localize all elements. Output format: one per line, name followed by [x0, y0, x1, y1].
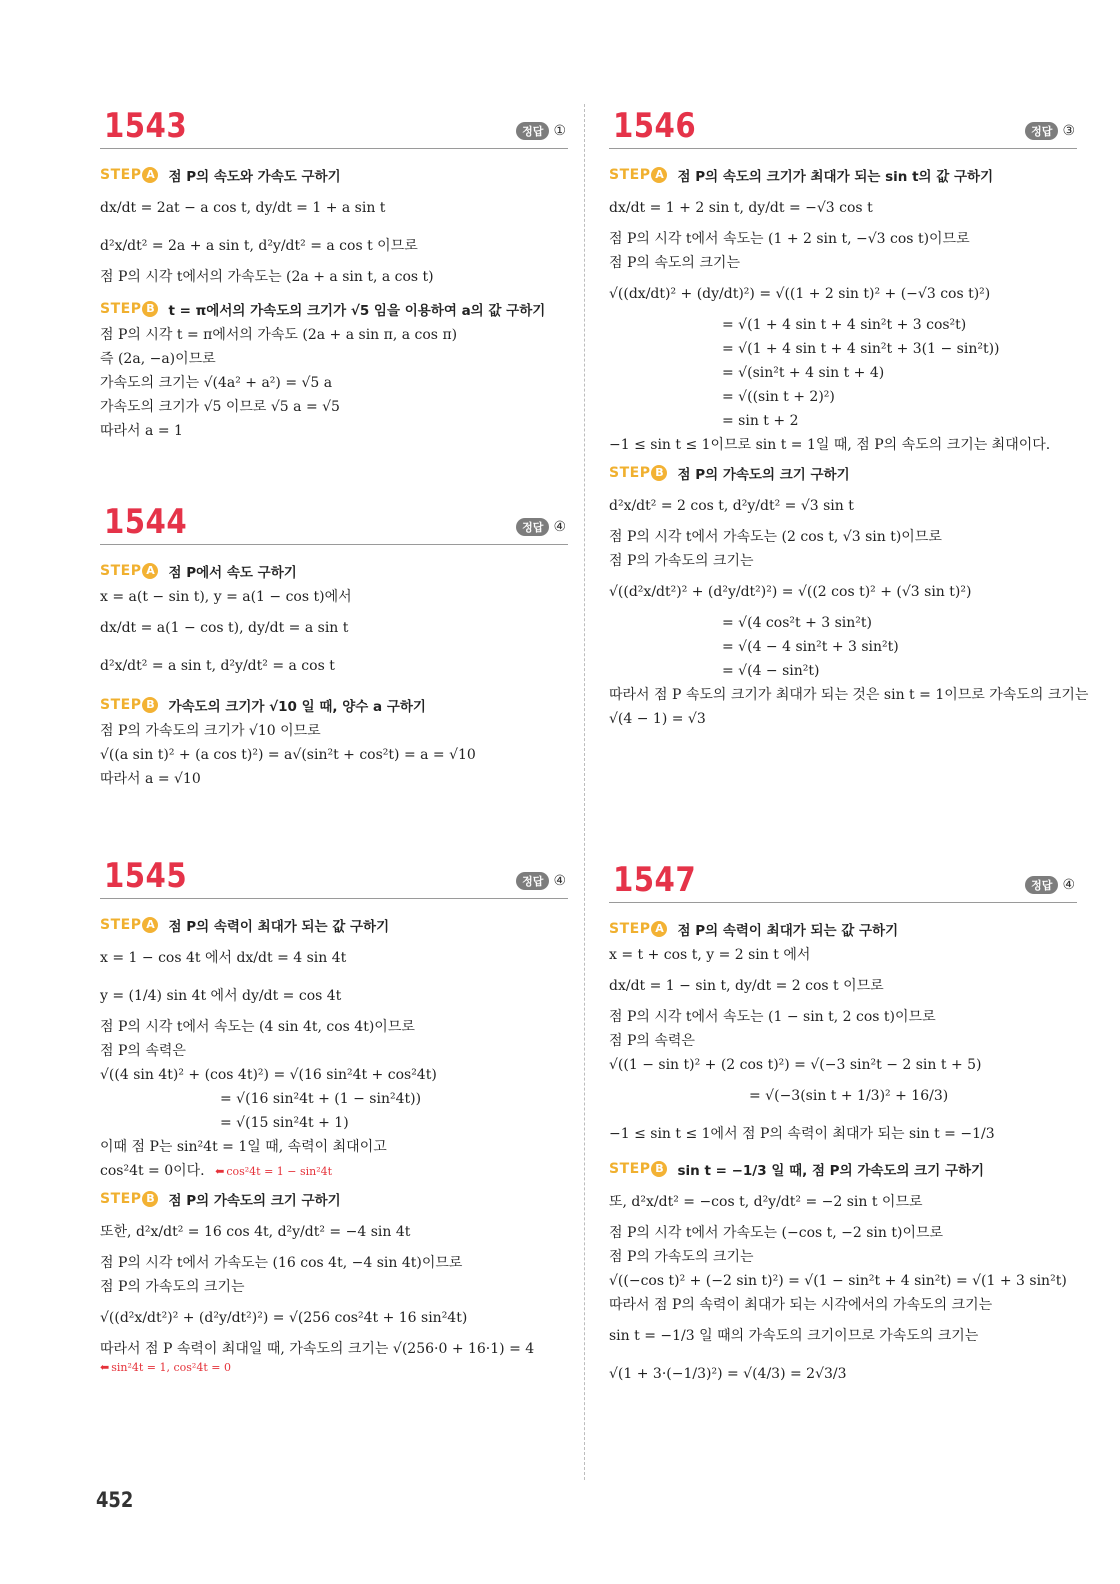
- step-title: 점 P의 속도의 크기가 최대가 되는 sin t의 값 구하기: [677, 169, 994, 185]
- step-title: 가속도의 크기가 √10 일 때, 양수 a 구하기: [168, 699, 426, 715]
- solution-line: = √((sin t + 2)²): [722, 389, 835, 405]
- solution-line: 점 P의 시각 t에서 가속도는 (2 cos t, √3 sin t)이므로: [609, 529, 942, 545]
- note-text: cos²4t = 1 − sin²4t: [226, 1165, 333, 1178]
- step-tag: STEP: [609, 167, 651, 183]
- answer-badge: 정답: [1025, 122, 1058, 140]
- solution-line: 점 P의 시각 t에서 가속도는 (−cos t, −2 sin t)이므로: [609, 1225, 944, 1241]
- solution-line: = √(4 − sin²t): [722, 663, 820, 679]
- solution-line: 점 P의 가속도의 크기는: [609, 553, 754, 569]
- step-title: 점 P의 가속도의 크기 구하기: [677, 467, 850, 483]
- step-tag: STEP: [100, 563, 142, 579]
- column-divider: [584, 104, 585, 1480]
- problem-number: 1543: [104, 106, 188, 146]
- step-title: 점 P의 가속도의 크기 구하기: [168, 1193, 341, 1209]
- problem-header: [100, 100, 568, 149]
- step-letter: A: [651, 167, 667, 183]
- solution-line: x = a(t − sin t), y = a(1 − cos t)에서: [100, 589, 352, 605]
- solution-line: x = 1 − cos 4t 에서 dx/dt = 4 sin 4t: [100, 950, 347, 966]
- step-b: [100, 299, 568, 319]
- step-tag: STEP: [609, 921, 651, 937]
- step-letter: B: [142, 697, 158, 713]
- solution-line: 점 P의 가속도의 크기는: [609, 1249, 754, 1265]
- answer-value: ①: [553, 123, 566, 139]
- solution-line: −1 ≤ sin t ≤ 1이므로 sin t = 1일 때, 점 P의 속도의 크기는 최대이다.: [609, 437, 1051, 453]
- page-number: 452: [96, 1488, 134, 1512]
- step-letter: A: [142, 917, 158, 933]
- problem-header: [609, 100, 1077, 149]
- solution-line: 점 P의 속도의 크기는: [609, 255, 740, 271]
- solution-line: d²x/dt² = 2a + a sin t, d²y/dt² = a cos t 이므로: [100, 238, 418, 254]
- solution-line: dx/dt = 2at − a cos t, dy/dt = 1 + a sin t: [100, 200, 386, 216]
- step-letter: A: [142, 563, 158, 579]
- solution-line: 가속도의 크기가 √5 이므로 √5 a = √5: [100, 399, 340, 415]
- step-a: [100, 165, 568, 185]
- solution-line: 따라서 a = √10: [100, 771, 201, 787]
- problem-1546: [609, 100, 1089, 731]
- step-b: [609, 1159, 1077, 1179]
- step-a: [609, 919, 1077, 939]
- solution-line: 점 P의 가속도의 크기는: [100, 1279, 245, 1295]
- answer-badge: 정답: [516, 122, 549, 140]
- step-title: 점 P에서 속도 구하기: [168, 565, 297, 581]
- step-tag: STEP: [100, 697, 142, 713]
- problem-1545: [100, 850, 568, 1375]
- note-text: sin²4t = 1, cos²4t = 0: [111, 1361, 231, 1374]
- solution-line: = √(sin²t + 4 sin t + 4): [722, 365, 885, 381]
- problem-1547: [609, 854, 1077, 1393]
- solution-line: y = (1/4) sin 4t 에서 dy/dt = cos 4t: [100, 988, 342, 1004]
- problem-number: 1544: [104, 502, 188, 542]
- solution-line: x = t + cos t, y = 2 sin t 에서: [609, 947, 811, 963]
- answer-value: ④: [1062, 877, 1075, 893]
- answer-badge: 정답: [1025, 876, 1058, 894]
- solution-line: √(4 − 1) = √3: [609, 711, 706, 727]
- step-letter: A: [651, 921, 667, 937]
- solution-line: −1 ≤ sin t ≤ 1에서 점 P의 속력이 최대가 되는 sin t = −1/3: [609, 1126, 995, 1142]
- solution-line: = √(1 + 4 sin t + 4 sin²t + 3 cos²t): [722, 317, 967, 333]
- solution-line: 이때 점 P는 sin²4t = 1일 때, 속력이 최대이고: [100, 1139, 387, 1155]
- solution-line: = √(−3(sin t + 1/3)² + 16/3): [749, 1088, 949, 1104]
- solution-line: 즉 (2a, −a)이므로: [100, 351, 216, 367]
- solution-line: = √(4 − 4 sin²t + 3 sin²t): [722, 639, 899, 655]
- solution-line: √(1 + 3·(−1/3)²) = √(4/3) = 2√3/3: [609, 1366, 847, 1382]
- step-letter: B: [142, 1191, 158, 1207]
- side-note: [100, 1361, 568, 1375]
- answer-value: ④: [553, 873, 566, 889]
- step-letter: A: [142, 167, 158, 183]
- solution-line: 점 P의 가속도의 크기가 √10 이므로: [100, 723, 321, 739]
- solution-line: 점 P의 속력은: [609, 1033, 695, 1049]
- solution-line: [100, 1159, 568, 1183]
- solution-line: 또한, d²x/dt² = 16 cos 4t, d²y/dt² = −4 sin 4t: [100, 1224, 411, 1240]
- answer-value: ④: [553, 519, 566, 535]
- problem-header: [609, 854, 1077, 903]
- problem-number: 1547: [613, 860, 697, 900]
- answer: [1025, 876, 1075, 894]
- solution-line: = sin t + 2: [722, 413, 799, 429]
- solution-line: 점 P의 시각 t에서 속도는 (4 sin 4t, cos 4t)이므로: [100, 1019, 415, 1035]
- step-a: [100, 561, 568, 581]
- solution-line: 가속도의 크기는 √(4a² + a²) = √5 a: [100, 375, 333, 391]
- step-b: [100, 695, 568, 715]
- step-title: t = π에서의 가속도의 크기가 √5 임을 이용하여 a의 값 구하기: [168, 303, 546, 319]
- solution-line: 따라서 점 P 속력이 최대일 때, 가속도의 크기는 √(256·0 + 16·1) = 4: [100, 1341, 535, 1357]
- answer: [516, 872, 566, 890]
- step-letter: B: [142, 301, 158, 317]
- arrow-left-icon: ⬅: [100, 1361, 110, 1374]
- solution-line: √((1 − sin t)² + (2 cos t)²) = √(−3 sin²t − 2 sin t + 5): [609, 1057, 982, 1073]
- solution-line: 점 P의 시각 t에서 속도는 (1 + 2 sin t, −√3 cos t)이므로: [609, 231, 970, 247]
- solution-line: √((4 sin 4t)² + (cos 4t)²) = √(16 sin²4t + cos²4t): [100, 1067, 437, 1083]
- step-title: sin t = −1/3 일 때, 점 P의 가속도의 크기 구하기: [677, 1163, 985, 1179]
- step-tag: STEP: [100, 917, 142, 933]
- problem-header: [100, 496, 568, 545]
- step-tag: STEP: [100, 1191, 142, 1207]
- solution-line: d²x/dt² = 2 cos t, d²y/dt² = √3 sin t: [609, 498, 854, 514]
- solution-line: = √(16 sin²4t + (1 − sin²4t)): [220, 1091, 422, 1107]
- problem-number: 1546: [613, 106, 697, 146]
- solution-line: sin t = −1/3 일 때의 가속도의 크기이므로 가속도의 크기는: [609, 1328, 979, 1344]
- solution-line: √((dx/dt)² + (dy/dt)²) = √((1 + 2 sin t)² + (−√3 cos t)²): [609, 286, 991, 302]
- solution-line: 따라서 점 P의 속력이 최대가 되는 시각에서의 가속도의 크기는: [609, 1297, 993, 1313]
- answer-badge: 정답: [516, 518, 549, 536]
- answer-badge: 정답: [516, 872, 549, 890]
- solution-line: = √(4 cos²t + 3 sin²t): [722, 615, 872, 631]
- step-title: 점 P의 속력이 최대가 되는 값 구하기: [677, 923, 899, 939]
- step-tag: STEP: [609, 1161, 651, 1177]
- step-letter: B: [651, 465, 667, 481]
- solution-line: √((d²x/dt²)² + (d²y/dt²)²) = √((2 cos t)² + (√3 sin t)²): [609, 584, 972, 600]
- solution-line: 점 P의 시각 t에서 속도는 (1 − sin t, 2 cos t)이므로: [609, 1009, 936, 1025]
- step-title: 점 P의 속력이 최대가 되는 값 구하기: [168, 919, 390, 935]
- solution-line: 점 P의 시각 t에서 가속도는 (16 cos 4t, −4 sin 4t)이므로: [100, 1255, 463, 1271]
- solution-line: 점 P의 시각 t에서의 가속도는 (2a + a sin t, a cos t): [100, 269, 434, 285]
- step-a: [100, 915, 568, 935]
- solution-line: 따라서 a = 1: [100, 423, 183, 439]
- solution-line: √((−cos t)² + (−2 sin t)²) = √(1 − sin²t + 4 sin²t) = √(1 + 3 sin²t): [609, 1273, 1067, 1289]
- answer: [1025, 122, 1075, 140]
- solution-line: √((d²x/dt²)² + (d²y/dt²)²) = √(256 cos²4t + 16 sin²4t): [100, 1310, 468, 1326]
- step-tag: STEP: [100, 301, 142, 317]
- solution-line: dx/dt = 1 + 2 sin t, dy/dt = −√3 cos t: [609, 200, 873, 216]
- problem-number: 1545: [104, 856, 188, 896]
- step-b: [100, 1189, 568, 1209]
- answer: [516, 518, 566, 536]
- solution-line: d²x/dt² = a sin t, d²y/dt² = a cos t: [100, 658, 335, 674]
- solution-line: = √(15 sin²4t + 1): [220, 1115, 349, 1131]
- step-title: 점 P의 속도와 가속도 구하기: [168, 169, 341, 185]
- problem-1544: [100, 496, 568, 791]
- step-tag: STEP: [609, 465, 651, 481]
- solution-line: dx/dt = 1 − sin t, dy/dt = 2 cos t 이므로: [609, 978, 884, 994]
- solution-line: dx/dt = a(1 − cos t), dy/dt = a sin t: [100, 620, 349, 636]
- step-letter: B: [651, 1161, 667, 1177]
- step-tag: STEP: [100, 167, 142, 183]
- solution-line: 점 P의 속력은: [100, 1043, 186, 1059]
- arrow-left-icon: ⬅: [215, 1165, 225, 1178]
- solution-line: 점 P의 시각 t = π에서의 가속도 (2a + a sin π, a cos π): [100, 327, 458, 343]
- solution-line: 또, d²x/dt² = −cos t, d²y/dt² = −2 sin t 이므로: [609, 1194, 923, 1210]
- side-note: [215, 1165, 332, 1178]
- solution-line: = √(1 + 4 sin t + 4 sin²t + 3(1 − sin²t)): [722, 341, 1000, 357]
- solution-line: 따라서 점 P 속도의 크기가 최대가 되는 것은 sin t = 1이므로 가속도의 크기는: [609, 687, 1089, 703]
- answer-value: ③: [1062, 123, 1075, 139]
- problem-1543: [100, 100, 568, 443]
- solution-line: √((a sin t)² + (a cos t)²) = a√(sin²t + cos²t) = a = √10: [100, 747, 476, 763]
- step-a: [609, 165, 1077, 185]
- answer: [516, 122, 566, 140]
- solution-text: cos²4t = 0이다.: [100, 1163, 205, 1179]
- step-b: [609, 463, 1077, 483]
- problem-header: [100, 850, 568, 899]
